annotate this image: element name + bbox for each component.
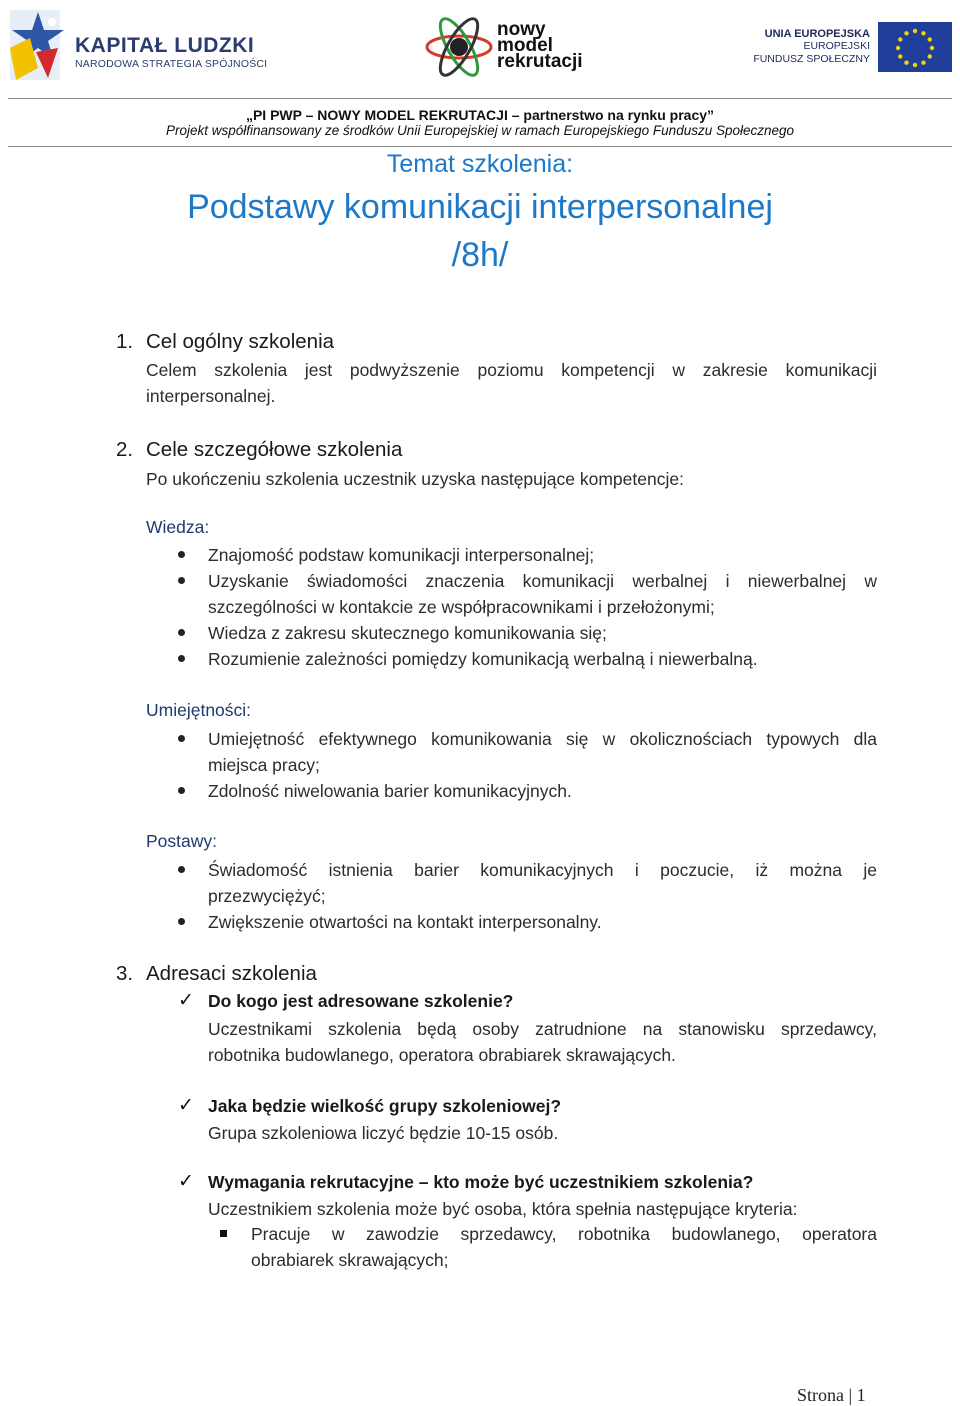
section2-number: 2. (116, 438, 134, 461)
answer-2: Grupa szkoleniowa liczyć będzie 10-15 osób. (208, 1123, 559, 1143)
section1-text-line1 (146, 357, 877, 383)
kapital-subtitle: NARODOWA STRATEGIA SPÓJNOŚCI (75, 58, 268, 70)
training-hours: /8h/ (451, 236, 509, 274)
training-title: Podstawy komunikacji interpersonalnej (187, 188, 773, 226)
kapital-title: KAPITAŁ LUDZKI (75, 34, 255, 57)
bullet (178, 918, 185, 925)
postawy-item-1a: Świadomość istnienia barier komunikacyjnych i poczucie, iż można je (208, 860, 877, 880)
project-funding: Projekt współfinansowany ze środków Unii Europejskiej w ramach Europejskiego Funduszu Społecznego (165, 123, 795, 138)
umiej-item-2: Zdolność niwelowania barier komunikacyjnych. (208, 781, 572, 801)
ue-line3: FUNDUSZ SPOŁECZNY (753, 53, 870, 65)
header-divider-bottom (8, 146, 952, 147)
question-3: Wymagania rekrutacyjne – kto może być uczestnikiem szkolenia? (208, 1172, 754, 1192)
nowy-model-line3: rekrutacji (497, 51, 583, 72)
nowy-model-line1: nowy (497, 19, 546, 40)
section1-number: 1. (116, 330, 134, 353)
checkmark-icon: ✓ (178, 1171, 194, 1192)
square-bullet (220, 1230, 227, 1237)
umiejetnosci-label: Umiejętności: (146, 700, 252, 720)
section1-heading: Cel ogólny szkolenia (146, 330, 335, 353)
header-divider-top (8, 98, 952, 99)
ue-text-block (740, 28, 870, 66)
section1-text-line2: interpersonalnej. (146, 386, 276, 406)
question-1: Do kogo jest adresowane szkolenie? (208, 991, 514, 1011)
umiej-item-1a: Umiejętność efektywnego komunikowania się w okolicznościach typowych dla (208, 729, 877, 749)
section2-intro: Po ukończeniu szkolenia uczestnik uzyska następujące kompetencje: (146, 469, 684, 489)
nowy-model-text (497, 19, 583, 72)
project-title: „PI PWP – NOWY MODEL REKRUTACJI – partnerstwo na rynku pracy” (245, 107, 715, 123)
nowy-model-atom-icon (424, 14, 494, 80)
section1-text-line1-content: Celem szkolenia jest podwyższenie poziomu kompetencji w zakresie komunikacji (146, 360, 877, 380)
section3-number: 3. (116, 962, 134, 985)
wiedza-item-2a: Uzyskanie świadomości znaczenia komunikacji werbalnej i niewerbalnej w (208, 571, 877, 591)
question-2: Jaka będzie wielkość grupy szkoleniowej? (208, 1096, 562, 1116)
page-number: Strona | 1 (797, 1385, 866, 1405)
umiej-item-1b: miejsca pracy; (208, 755, 320, 775)
wiedza-item-4: Rozumienie zależności pomiędzy komunikacją werbalną i niewerbalną. (208, 649, 758, 669)
postawy-label: Postawy: (146, 831, 217, 851)
answer-3: Uczestnikiem szkolenia może być osoba, która spełnia następujące kryteria: (208, 1199, 798, 1219)
bullet (178, 629, 185, 636)
answer-1-line2: robotnika budowlanego, operatora obrabiarek skrawających. (208, 1045, 676, 1065)
answer-3-item-1b: obrabiarek skrawających; (251, 1250, 449, 1270)
eu-flag-icon (878, 22, 952, 72)
ue-line1: UNIA EUROPEJSKA (764, 28, 870, 40)
ue-line2: EUROPEJSKI (803, 40, 870, 52)
bullet (178, 655, 185, 662)
topic-label: Temat szkolenia: (386, 150, 574, 178)
checkmark-icon: ✓ (178, 990, 194, 1011)
section2-heading: Cele szczegółowe szkolenia (146, 438, 403, 461)
header (0, 0, 960, 150)
postawy-item-1b: przezwyciężyć; (208, 886, 326, 906)
wiedza-item-1: Znajomość podstaw komunikacji interpersonalnej; (208, 545, 595, 565)
wiedza-label: Wiedza: (146, 517, 210, 537)
bullet (178, 577, 185, 584)
bullet (178, 787, 185, 794)
answer-1-line1: Uczestnikami szkolenia będą osoby zatrudnione na stanowisku sprzedawcy, (208, 1019, 877, 1039)
wiedza-item-3: Wiedza z zakresu skutecznego komunikowania się; (208, 623, 607, 643)
kapital-ludzki-logo-icon (8, 8, 68, 86)
bullet (178, 866, 185, 873)
answer-3-item-1a: Pracuje w zawodzie sprzedawcy, robotnika budowlanego, operatora (251, 1224, 877, 1244)
section3-heading: Adresaci szkolenia (146, 962, 317, 985)
bullet (178, 735, 185, 742)
postawy-item-2: Zwiększenie otwartości na kontakt interpersonalny. (208, 912, 602, 932)
bullet (178, 551, 185, 558)
checkmark-icon: ✓ (178, 1095, 194, 1116)
nowy-model-line2: model (497, 35, 553, 56)
wiedza-item-2b: szczególności w kontakcie ze współpracownikami i przełożonymi; (208, 597, 715, 617)
